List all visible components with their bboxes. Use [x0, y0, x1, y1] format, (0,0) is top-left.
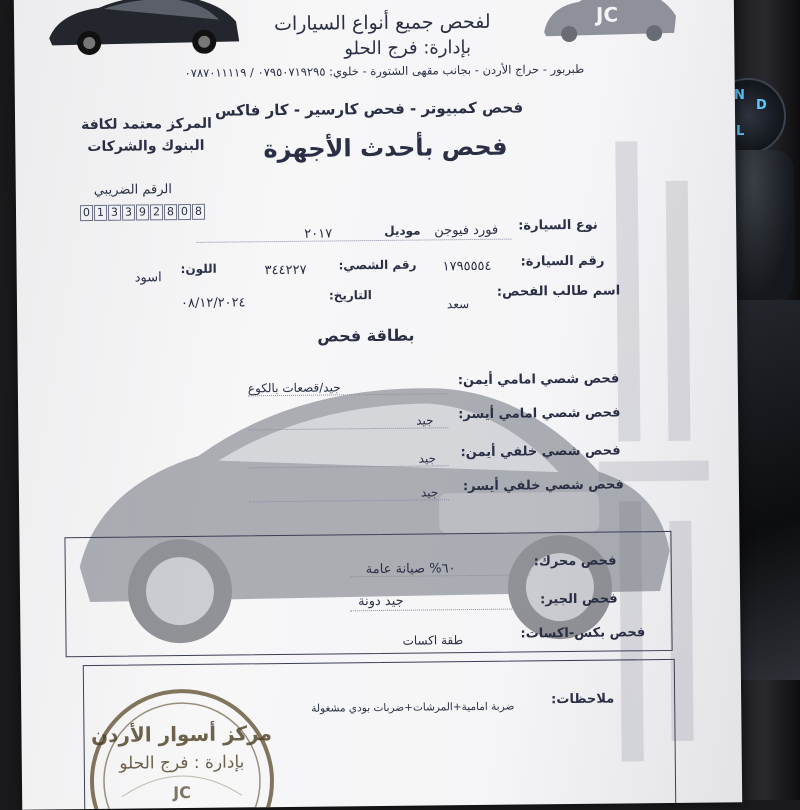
gear-selector-knob: N D L — [710, 78, 786, 154]
tax-digit: 3 — [122, 205, 135, 221]
axles-value: طقة اكسات — [402, 633, 464, 648]
jc-logo-letters: JC — [595, 2, 619, 27]
check-rear-left-label: فحص شصي خلفي أيسر: — [462, 477, 624, 495]
check-front-left-value: جيد — [416, 413, 434, 428]
tax-digit: 8 — [192, 204, 205, 220]
stamp-logo: JC — [173, 782, 192, 803]
axles-label: فحص بكس-اكسات: — [520, 625, 646, 642]
check-rear-right-label: فحص شصي خلفي أيمن: — [460, 443, 621, 461]
plate-value: ١٧٩٥٥٥٤ — [442, 258, 492, 275]
tax-digit: 3 — [108, 205, 121, 221]
check-front-left-label: فحص شصي امامي أيسر: — [458, 405, 621, 423]
car-type-value: فورد فيوجن — [434, 222, 499, 239]
stamp-text-top: مركز أسوار الأردن — [90, 721, 273, 748]
certified-line-1: المركز معتمد لكافة — [81, 115, 213, 134]
tax-digit: 9 — [136, 204, 149, 220]
date-value: ٠٨/١٢/٢٠٢٤ — [180, 295, 246, 312]
company-stamp — [81, 685, 283, 810]
engine-label: فحص محرك: — [533, 553, 617, 570]
date-label: التاريخ: — [328, 288, 372, 303]
headline: فحص بأحدث الأجهزة — [263, 132, 508, 164]
tax-digit: 0 — [80, 205, 93, 221]
chassis-label: رقم الشصي: — [338, 257, 417, 273]
stamp-text-mid: بإدارة : فرج الحلو — [119, 752, 245, 774]
tax-number-boxes — [80, 204, 205, 221]
check-front-right-value: جيد/قصعات بالكوع — [247, 380, 341, 396]
jc-logo — [534, 0, 685, 42]
check-front-right-label: فحص شصي امامي أيمن: — [457, 371, 620, 389]
chassis-value: ٣٤٤٢٢٧ — [264, 262, 307, 279]
plate-label: رقم السيارة: — [520, 253, 605, 270]
card-title: بطاقة فحص — [317, 325, 415, 346]
notes-label: ملاحظات: — [551, 691, 615, 708]
check-rear-right-value: جيد — [418, 451, 437, 466]
header-car-image — [44, 0, 245, 55]
engine-value: ٦٠% صيانة عامة — [365, 561, 456, 578]
service-types: فحص كمبيوتر - فحص كارسير - كار فاكس — [214, 98, 524, 120]
model-label: موديل — [384, 223, 421, 238]
model-value: ٢٠١٧ — [304, 226, 333, 242]
requester-value: سعد — [446, 297, 470, 312]
tax-digit: 2 — [150, 204, 163, 220]
car-type-label: نوع السيارة: — [518, 217, 598, 234]
header-line-1: لفحص جميع أنواع السيارات — [273, 10, 491, 36]
header-line-2: بإدارة: فرج الحلو — [344, 37, 472, 60]
gear-label: فحص الجير: — [540, 591, 618, 608]
tax-digit: 1 — [94, 205, 107, 221]
color-value: اسود — [134, 270, 162, 286]
inspection-form — [14, 0, 742, 810]
notes-value: ضربة امامية+المرشات+ضربات بودي مشغولة — [311, 700, 515, 715]
requester-label: اسم طالب الفحص: — [496, 283, 621, 300]
certified-line-2: البنوك والشركات — [87, 137, 205, 156]
tax-digit: 8 — [164, 204, 177, 220]
check-rear-left-value: جيد — [420, 485, 439, 500]
gear-value: جيد دونة — [358, 593, 404, 610]
tax-digit: 0 — [178, 204, 191, 220]
tax-number-label: الرقم الضريبي — [93, 182, 173, 198]
header-address: طبربور - حراج الأردن - بجانب مقهى الشتورة - خلوي: ٠٧٩٥٠٧١٩٢٩٥ / ٠٧٨٧٠١١١١٩ — [184, 61, 585, 81]
color-label: اللون: — [180, 261, 217, 277]
